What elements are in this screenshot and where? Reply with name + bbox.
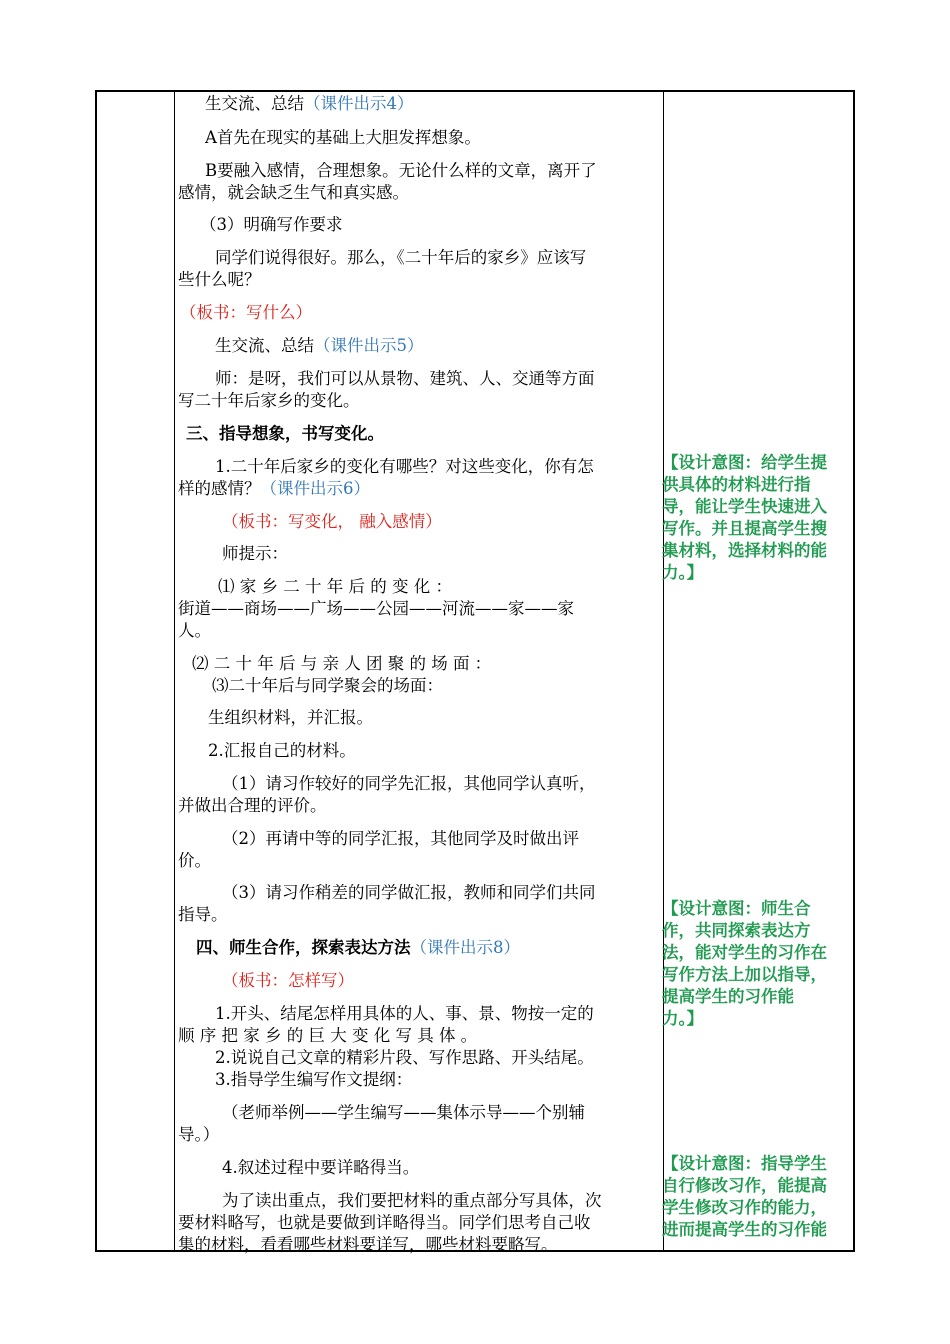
text-line: （3）明确写作要求	[200, 215, 343, 234]
text-line: 指导。	[178, 905, 228, 924]
note-line: 法，能对学生的习作在	[662, 943, 827, 962]
note-line: 力。】	[662, 1009, 704, 1028]
text-line: 师提示：	[222, 544, 288, 563]
note-line: 【设计意图：给学生提	[662, 453, 827, 472]
text-line: 要材料略写，也就是要做到详略得当。同学们思考自己收	[178, 1213, 591, 1232]
text-line: （1）请习作较好的同学先汇报，其他同学认真听，	[222, 774, 596, 793]
column-divider-left	[174, 92, 175, 1250]
text-line: ⑴ 家 乡 二 十 年 后 的 变 化 ：	[218, 577, 452, 596]
text-line: 集的材料，看看哪些材料要详写，哪些材料要略写。	[178, 1235, 558, 1254]
column-divider-right	[663, 92, 664, 1250]
text-line: 1.开头、结尾怎样用具体的人、事、景、物按一定的	[215, 1004, 594, 1023]
text-line: 1.二十年后家乡的变化有哪些？对这些变化，你有怎	[215, 457, 594, 476]
text-line: 样的感情？（课件出示6）	[178, 479, 370, 498]
text-line: B要融入感情，合理想象。无论什么样的文章，离开了	[205, 161, 597, 180]
text-line: 街道——商场——广场——公园——河流——家——家	[178, 599, 574, 618]
board-note: （板书：写变化， 融入感情）	[222, 512, 442, 531]
text-line: 并做出合理的评价。	[178, 796, 327, 815]
note-line: 作，共同探索表达方	[662, 921, 811, 940]
text-line: 生交流、总结（课件出示5）	[215, 336, 424, 355]
note-line: 【设计意图：师生合	[662, 899, 811, 918]
text-line: 顺 序 把 家 乡 的 巨 大 变 化 写 具 体 。	[178, 1026, 478, 1045]
text-line: ⑵ 二 十 年 后 与 亲 人 团 聚 的 场 面 ：	[192, 654, 492, 673]
text-line: 生交流、总结（课件出示4）	[205, 94, 414, 113]
text-line: （3）请习作稍差的同学做汇报，教师和同学们共同	[222, 883, 596, 902]
text-line: ⑶二十年后与同学聚会的场面：	[212, 676, 443, 695]
text-line: 感情，就会缺乏生气和真实感。	[178, 183, 409, 202]
note-line: 力。】	[662, 563, 704, 582]
text-line: 2.汇报自己的材料。	[208, 741, 356, 760]
text-line: 师：是呀，我们可以从景物、建筑、人、交通等方面	[215, 369, 595, 388]
note-line: 写作。并且提高学生搜	[662, 519, 827, 538]
text-line: 些什么呢？	[178, 270, 261, 289]
text-line: 人。	[178, 621, 211, 640]
note-line: 进而提高学生的习作能	[662, 1220, 827, 1239]
section-heading: 四、师生合作，探索表达方法（课件出示8）	[196, 938, 520, 957]
design-intent-note	[662, 1153, 854, 1241]
note-line: 【设计意图：指导学生	[662, 1154, 827, 1173]
note-line: 供具体的材料进行指	[662, 475, 811, 494]
note-line: 提高学生的习作能	[662, 987, 794, 1006]
note-line: 自行修改习作，能提高	[662, 1176, 827, 1195]
text-line: 同学们说得很好。那么，《二十年后的家乡》应该写	[215, 248, 587, 267]
text-line: 3.指导学生编写作文提纲：	[215, 1070, 413, 1089]
design-intent-note	[662, 898, 854, 1030]
text-line: 为了读出重点，我们要把材料的重点部分写具体，次	[222, 1191, 602, 1210]
text-line: 4.叙述过程中要详略得当。	[222, 1158, 420, 1177]
note-line: 写作方法上加以指导，	[662, 965, 827, 984]
text-line: 导。）	[178, 1125, 220, 1144]
board-note: （板书：怎样写）	[222, 971, 354, 990]
note-line: 学生修改习作的能力，	[662, 1198, 827, 1217]
text-line: 写二十年后家乡的变化。	[178, 391, 360, 410]
text-line: 生组织材料，并汇报。	[208, 708, 373, 727]
text-line: 价。	[178, 851, 211, 870]
note-line: 导，能让学生快速进入	[662, 497, 827, 516]
text-line: A首先在现实的基础上大胆发挥想象。	[205, 128, 481, 147]
text-line: 2.说说自己文章的精彩片段、写作思路、开头结尾。	[215, 1048, 594, 1067]
section-heading: 三、指导想象，书写变化。	[186, 424, 384, 443]
text-line: （老师举例——学生编写——集体示导——个别辅	[222, 1103, 585, 1122]
text-line: （2）再请中等的同学汇报，其他同学及时做出评	[222, 829, 579, 848]
design-intent-note	[662, 452, 854, 584]
note-line: 集材料，选择材料的能	[662, 541, 827, 560]
board-note: （板书：写什么）	[180, 303, 312, 322]
